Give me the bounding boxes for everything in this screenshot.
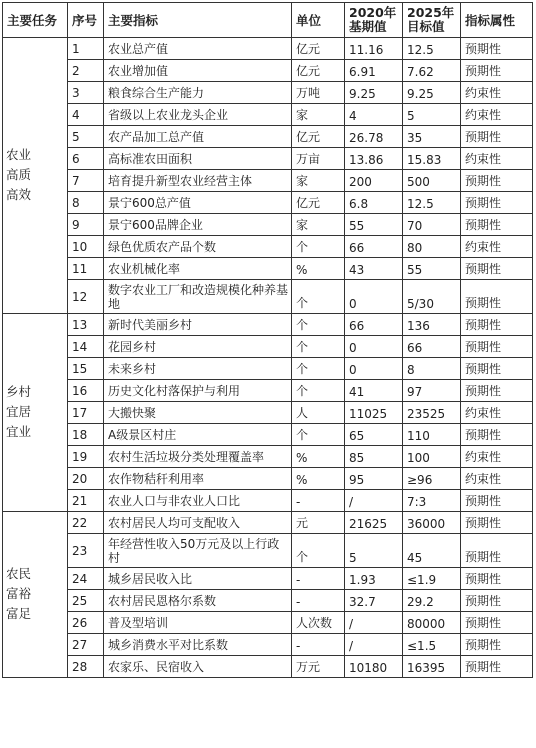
table-row (3, 568, 533, 590)
target-value-cell: 23525 (403, 402, 461, 424)
category-line: 高质 (6, 166, 32, 182)
target-value-cell: 5 (403, 104, 461, 126)
target-value-cell: 45 (403, 534, 461, 568)
base-value-cell: / (345, 490, 403, 512)
seq-cell: 20 (68, 468, 104, 490)
seq-cell: 4 (68, 104, 104, 126)
attribute-cell: 约束性 (461, 148, 533, 170)
attribute-cell: 预期性 (461, 568, 533, 590)
attribute-cell: 预期性 (461, 258, 533, 280)
attribute-cell: 预期性 (461, 534, 533, 568)
attribute-cell: 预期性 (461, 490, 533, 512)
seq-cell: 21 (68, 490, 104, 512)
target-value-cell: 55 (403, 258, 461, 280)
indicator-cell: 省级以上农业龙头企业 (104, 104, 292, 126)
table-row (3, 634, 533, 656)
base-value-cell: 4 (345, 104, 403, 126)
unit-cell: 亿元 (292, 126, 345, 148)
table-row (3, 236, 533, 258)
base-value-cell: 11.16 (345, 38, 403, 60)
seq-cell: 18 (68, 424, 104, 446)
target-value-cell: 16395 (403, 656, 461, 678)
unit-cell: 元 (292, 512, 345, 534)
indicator-cell: 历史文化村落保护与利用 (104, 380, 292, 402)
unit-cell: - (292, 634, 345, 656)
base-value-cell: 11025 (345, 402, 403, 424)
indicator-cell: 绿色优质农产品个数 (104, 236, 292, 258)
unit-cell: 万元 (292, 656, 345, 678)
unit-cell: - (292, 490, 345, 512)
category-line: 宜居 (6, 403, 32, 419)
table-row (3, 170, 533, 192)
seq-cell: 19 (68, 446, 104, 468)
header-attr: 指标属性 (461, 3, 533, 38)
table-row (3, 60, 533, 82)
attribute-cell: 预期性 (461, 380, 533, 402)
table-row (3, 148, 533, 170)
base-value-cell: 0 (345, 358, 403, 380)
unit-cell: 亿元 (292, 60, 345, 82)
seq-cell: 27 (68, 634, 104, 656)
table-row (3, 104, 533, 126)
base-value-cell: 10180 (345, 656, 403, 678)
target-value-cell: 100 (403, 446, 461, 468)
target-value-cell: 500 (403, 170, 461, 192)
category-cell (3, 512, 68, 678)
base-value-cell: 13.86 (345, 148, 403, 170)
target-value-cell: 36000 (403, 512, 461, 534)
table-row (3, 258, 533, 280)
attribute-cell: 约束性 (461, 446, 533, 468)
category-line: 高效 (6, 186, 32, 202)
table-row (3, 424, 533, 446)
unit-cell: 亿元 (292, 192, 345, 214)
seq-cell: 28 (68, 656, 104, 678)
table-row (3, 446, 533, 468)
seq-cell: 25 (68, 590, 104, 612)
base-value-cell: 200 (345, 170, 403, 192)
base-value-cell: / (345, 634, 403, 656)
base-value-cell: 6.8 (345, 192, 403, 214)
category-line: 富足 (6, 605, 32, 621)
indicator-cell: 农家乐、民宿收入 (104, 656, 292, 678)
attribute-cell: 约束性 (461, 402, 533, 424)
target-value-cell: 80000 (403, 612, 461, 634)
unit-cell: 个 (292, 424, 345, 446)
table-row (3, 214, 533, 236)
unit-cell: 人 (292, 402, 345, 424)
indicator-cell: 花园乡村 (104, 336, 292, 358)
attribute-cell: 预期性 (461, 336, 533, 358)
header-target: 2025年 目标值 (403, 3, 461, 38)
indicator-cell: 城乡居民收入比 (104, 568, 292, 590)
attribute-cell: 预期性 (461, 280, 533, 314)
indicator-cell: 大搬快聚 (104, 402, 292, 424)
target-value-cell: 12.5 (403, 192, 461, 214)
table-body (3, 38, 533, 678)
base-value-cell: 5 (345, 534, 403, 568)
indicator-cell: 农村居民人均可支配收入 (104, 512, 292, 534)
seq-cell: 17 (68, 402, 104, 424)
base-value-cell: 9.25 (345, 82, 403, 104)
seq-cell: 23 (68, 534, 104, 568)
seq-cell: 16 (68, 380, 104, 402)
unit-cell: 个 (292, 380, 345, 402)
seq-cell: 10 (68, 236, 104, 258)
base-value-cell: 32.7 (345, 590, 403, 612)
attribute-cell: 预期性 (461, 656, 533, 678)
target-value-cell: 97 (403, 380, 461, 402)
target-value-cell: 136 (403, 314, 461, 336)
seq-cell: 5 (68, 126, 104, 148)
target-value-cell: 7.62 (403, 60, 461, 82)
indicator-cell: 粮食综合生产能力 (104, 82, 292, 104)
seq-cell: 26 (68, 612, 104, 634)
seq-cell: 14 (68, 336, 104, 358)
unit-cell: 个 (292, 236, 345, 258)
indicator-cell: 农村生活垃圾分类处理覆盖率 (104, 446, 292, 468)
indicator-cell: 年经营性收入50万元及以上行政村 (104, 534, 292, 568)
unit-cell: 个 (292, 358, 345, 380)
header-indicator: 主要指标 (104, 3, 292, 38)
table-row (3, 192, 533, 214)
target-value-cell: 35 (403, 126, 461, 148)
target-value-cell: 5/30 (403, 280, 461, 314)
attribute-cell: 预期性 (461, 590, 533, 612)
base-value-cell: 1.93 (345, 568, 403, 590)
indicator-cell: 农作物秸秆利用率 (104, 468, 292, 490)
table-row (3, 590, 533, 612)
attribute-cell: 约束性 (461, 236, 533, 258)
seq-cell: 3 (68, 82, 104, 104)
attribute-cell: 预期性 (461, 170, 533, 192)
table-row (3, 82, 533, 104)
table-row (3, 512, 533, 534)
indicator-cell: 新时代美丽乡村 (104, 314, 292, 336)
unit-cell: 家 (292, 104, 345, 126)
table-row (3, 38, 533, 60)
header-base: 2020年 基期值 (345, 3, 403, 38)
target-value-cell: ≤1.9 (403, 568, 461, 590)
unit-cell: 万亩 (292, 148, 345, 170)
target-value-cell: 8 (403, 358, 461, 380)
seq-cell: 8 (68, 192, 104, 214)
unit-cell: 个 (292, 534, 345, 568)
attribute-cell: 约束性 (461, 468, 533, 490)
indicator-cell: A级景区村庄 (104, 424, 292, 446)
attribute-cell: 预期性 (461, 314, 533, 336)
header-unit: 单位 (292, 3, 345, 38)
table-row (3, 314, 533, 336)
base-value-cell: 26.78 (345, 126, 403, 148)
attribute-cell: 预期性 (461, 38, 533, 60)
indicator-cell: 培育提升新型农业经营主体 (104, 170, 292, 192)
base-value-cell: 66 (345, 314, 403, 336)
attribute-cell: 预期性 (461, 358, 533, 380)
unit-cell: 万吨 (292, 82, 345, 104)
indicator-cell: 景宁600品牌企业 (104, 214, 292, 236)
base-value-cell: / (345, 612, 403, 634)
seq-cell: 22 (68, 512, 104, 534)
indicator-cell: 未来乡村 (104, 358, 292, 380)
indicator-cell: 农业人口与非农业人口比 (104, 490, 292, 512)
indicator-cell: 数字农业工厂和改造规模化种养基地 (104, 280, 292, 314)
target-value-cell: 29.2 (403, 590, 461, 612)
category-line: 乡村 (6, 383, 32, 399)
seq-cell: 15 (68, 358, 104, 380)
attribute-cell: 预期性 (461, 634, 533, 656)
unit-cell: 个 (292, 280, 345, 314)
header-seq: 序号 (68, 3, 104, 38)
target-value-cell: 15.83 (403, 148, 461, 170)
target-value-cell: 9.25 (403, 82, 461, 104)
header-task: 主要任务 (3, 3, 68, 38)
base-value-cell: 43 (345, 258, 403, 280)
attribute-cell: 预期性 (461, 214, 533, 236)
table-row (3, 280, 533, 314)
target-value-cell: 70 (403, 214, 461, 236)
table-row (3, 358, 533, 380)
target-value-cell: 7:3 (403, 490, 461, 512)
indicator-cell: 农产品加工总产值 (104, 126, 292, 148)
base-value-cell: 21625 (345, 512, 403, 534)
indicator-cell: 高标准农田面积 (104, 148, 292, 170)
base-value-cell: 95 (345, 468, 403, 490)
base-value-cell: 55 (345, 214, 403, 236)
target-value-cell: ≤1.5 (403, 634, 461, 656)
category-cell (3, 314, 68, 512)
seq-cell: 9 (68, 214, 104, 236)
attribute-cell: 预期性 (461, 612, 533, 634)
category-cell (3, 38, 68, 314)
unit-cell: - (292, 568, 345, 590)
indicator-cell: 农业总产值 (104, 38, 292, 60)
category-line: 农民 (6, 565, 32, 581)
header-row (3, 3, 533, 38)
category-line: 宜业 (6, 423, 32, 439)
table-row (3, 534, 533, 568)
seq-cell: 12 (68, 280, 104, 314)
target-value-cell: 12.5 (403, 38, 461, 60)
base-value-cell: 85 (345, 446, 403, 468)
attribute-cell: 预期性 (461, 192, 533, 214)
unit-cell: 个 (292, 336, 345, 358)
target-value-cell: 66 (403, 336, 461, 358)
unit-cell: % (292, 258, 345, 280)
table-row (3, 126, 533, 148)
base-value-cell: 6.91 (345, 60, 403, 82)
unit-cell: 家 (292, 214, 345, 236)
seq-cell: 24 (68, 568, 104, 590)
attribute-cell: 约束性 (461, 82, 533, 104)
indicator-cell: 农村居民恩格尔系数 (104, 590, 292, 612)
base-value-cell: 41 (345, 380, 403, 402)
target-value-cell: 80 (403, 236, 461, 258)
target-value-cell: ≥96 (403, 468, 461, 490)
unit-cell: 人次数 (292, 612, 345, 634)
base-value-cell: 65 (345, 424, 403, 446)
unit-cell: % (292, 446, 345, 468)
indicator-cell: 景宁600总产值 (104, 192, 292, 214)
indicator-table (2, 2, 533, 678)
table-row (3, 656, 533, 678)
table-row (3, 336, 533, 358)
seq-cell: 7 (68, 170, 104, 192)
seq-cell: 13 (68, 314, 104, 336)
table-row (3, 612, 533, 634)
seq-cell: 2 (68, 60, 104, 82)
unit-cell: 个 (292, 314, 345, 336)
seq-cell: 1 (68, 38, 104, 60)
base-value-cell: 66 (345, 236, 403, 258)
seq-cell: 11 (68, 258, 104, 280)
attribute-cell: 预期性 (461, 126, 533, 148)
attribute-cell: 预期性 (461, 512, 533, 534)
unit-cell: - (292, 590, 345, 612)
table-row (3, 380, 533, 402)
table-row (3, 402, 533, 424)
indicator-cell: 普及型培训 (104, 612, 292, 634)
table-row (3, 490, 533, 512)
attribute-cell: 预期性 (461, 424, 533, 446)
unit-cell: 亿元 (292, 38, 345, 60)
indicator-cell: 农业增加值 (104, 60, 292, 82)
seq-cell: 6 (68, 148, 104, 170)
table-row (3, 468, 533, 490)
attribute-cell: 预期性 (461, 60, 533, 82)
unit-cell: 家 (292, 170, 345, 192)
indicator-cell: 农业机械化率 (104, 258, 292, 280)
unit-cell: % (292, 468, 345, 490)
base-value-cell: 0 (345, 280, 403, 314)
attribute-cell: 约束性 (461, 104, 533, 126)
category-line: 富裕 (6, 585, 32, 601)
target-value-cell: 110 (403, 424, 461, 446)
category-line: 农业 (6, 146, 32, 162)
indicator-cell: 城乡消费水平对比系数 (104, 634, 292, 656)
base-value-cell: 0 (345, 336, 403, 358)
